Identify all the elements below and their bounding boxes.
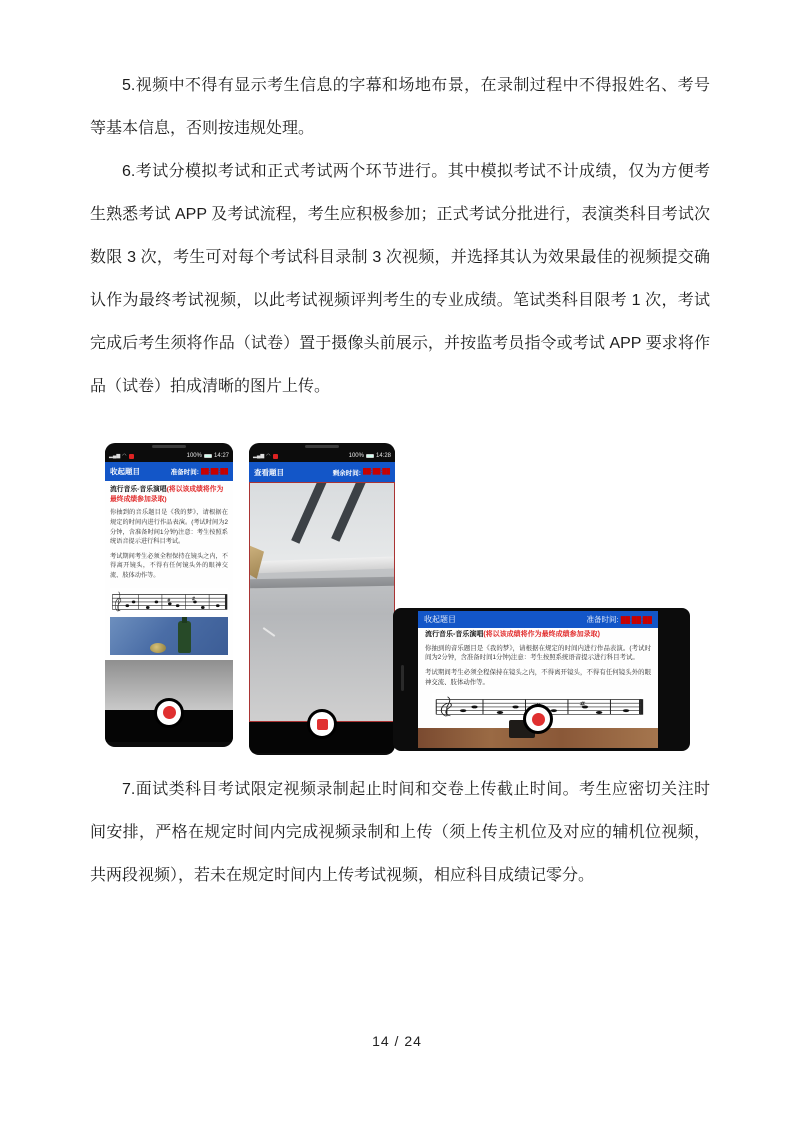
phone-2-screenshot — [249, 443, 395, 755]
status-time: 14:27 — [213, 453, 229, 459]
timer-label: 准备时间: — [586, 615, 619, 624]
subject-title — [425, 630, 651, 641]
collapse-question-button: 收起题目 — [424, 615, 456, 624]
photo-object — [150, 643, 166, 653]
phone-1-screenshot — [105, 443, 233, 747]
recording-badge-icon — [273, 454, 278, 459]
paragraph-6: 6.考试分模拟考试和正式考试两个环节进行。其中模拟考试不计成绩，仅为方便考生熟悉考试 APP 及考试流程，考生应积极参加；正式考试分批进行，表演类科目考试次数限 3 次，考生可对每个考试科目录制 3 次视频，并选择其认为效果最佳的视频提交确认作为最终考试视频，以此考试视频评判考生的专业成绩。笔试类科目限考 1 次，考试完成后考生须将作品（试卷）置于摄像头前展示，并按监考员指令或考试 APP 要求将作品（试卷）拍成清晰的图片上传。 — [90, 163, 710, 395]
sample-photo — [110, 617, 228, 655]
view-question-button: 查看题目 — [254, 467, 284, 477]
status-bar — [249, 450, 395, 462]
paragraphs-5-6 — [90, 64, 710, 408]
timer-value: ██:██:██ — [200, 468, 228, 475]
paragraph-7: 7.面试类科目考试限定视频录制起止时间和交卷上传截止时间。考生应密切关注时间安排，严格在规定时间内完成视频录制和上传（须上传主机位及对应的辅机位视频，共两段视频），若未在规定时间内上传考试视频，相应科目成绩记零分。 — [90, 781, 710, 884]
stop-button-icon — [307, 709, 337, 739]
phone-notch — [105, 443, 233, 450]
exam-instruction-1: 你抽到的音乐题目是《我的梦》，请根据在规定的时间内进行作品表演。(考试时间为2分钟，含准备时间1分钟)注意：考生按照系统语音提示进行科目考试。 — [110, 509, 228, 546]
timer-value: ██:██:██ — [620, 617, 652, 624]
exam-instruction-2: 考试期间考生必须全程保持在镜头之内，不得离开镜头，不得有任何镜头外的眼神交流、肢体动作等。 — [425, 669, 651, 687]
record-button-icon — [523, 704, 553, 734]
phone-3-screen — [418, 611, 658, 748]
subject-name: 流行音乐-音乐演唱 — [425, 631, 484, 638]
battery-percent: 100% — [348, 453, 364, 459]
stop-square-icon — [317, 719, 328, 730]
signal-icon: ▂▄▆ — [109, 452, 121, 459]
exam-instruction-1: 你抽到的音乐题目是《我的梦》，请根据在规定的时间内进行作品表演。(考试时间为2分钟，含准备时间1分钟)注意：考生按照系统语音提示进行科目考试。 — [425, 644, 651, 662]
wifi-icon: ◠ — [122, 452, 127, 459]
status-time: 14:28 — [375, 453, 391, 459]
app-header — [418, 611, 658, 628]
app-header — [249, 462, 395, 482]
paragraph-7-block — [90, 768, 710, 897]
subject-name: 流行音乐-音乐演唱 — [110, 486, 167, 493]
battery-percent: 100% — [186, 453, 202, 459]
page-number: 14 / 24 — [372, 1033, 422, 1049]
subject-note: (将以该成绩将作为最终成绩参加录取) — [110, 486, 224, 504]
bottom-control-bar — [249, 722, 395, 753]
skylight — [250, 483, 394, 564]
wall-beam — [250, 577, 394, 589]
timer-value: ██:██:██ — [362, 469, 390, 475]
bottom-control-bar — [105, 710, 233, 742]
exam-instruction-2: 考试期间考生必须全程保持在镜头之内，不得离开镜头，不得有任何镜头外的眼神交流、肢体动作等。 — [110, 552, 228, 580]
subject-note: (将以该成绩将作为最终成绩参加录取) — [483, 631, 601, 638]
music-staff-image — [110, 588, 228, 614]
app-header — [105, 462, 233, 481]
record-button-icon — [154, 698, 184, 728]
window-frame — [291, 483, 328, 544]
record-dot-icon — [532, 713, 545, 726]
phone-3-screenshot — [393, 608, 690, 751]
wall-streak — [262, 627, 275, 637]
record-dot-icon — [163, 706, 176, 719]
timer-label: 剩余时间: — [332, 469, 361, 477]
photo-bottle — [178, 621, 191, 653]
wifi-icon: ◠ — [266, 452, 271, 459]
paragraph-5: 5.视频中不得有显示考生信息的字幕和场地布景，在录制过程中不得报姓名、考号等基本信息，否则按违规处理。 — [90, 77, 710, 137]
side-button — [401, 665, 404, 691]
app-screenshots-figure — [105, 443, 705, 758]
status-bar — [105, 450, 233, 462]
battery-icon — [366, 454, 374, 458]
camera-preview — [249, 482, 395, 722]
timer-label: 准备时间: — [170, 469, 199, 476]
signal-icon: ▂▄▆ — [253, 452, 265, 459]
desk-strip — [418, 728, 658, 748]
subject-title — [110, 485, 228, 505]
collapse-question-button: 收起题目 — [110, 467, 140, 476]
question-panel — [105, 481, 233, 660]
battery-icon — [204, 454, 212, 458]
window-frame — [331, 483, 368, 542]
phone-notch — [249, 443, 395, 450]
recording-badge-icon — [129, 454, 134, 459]
